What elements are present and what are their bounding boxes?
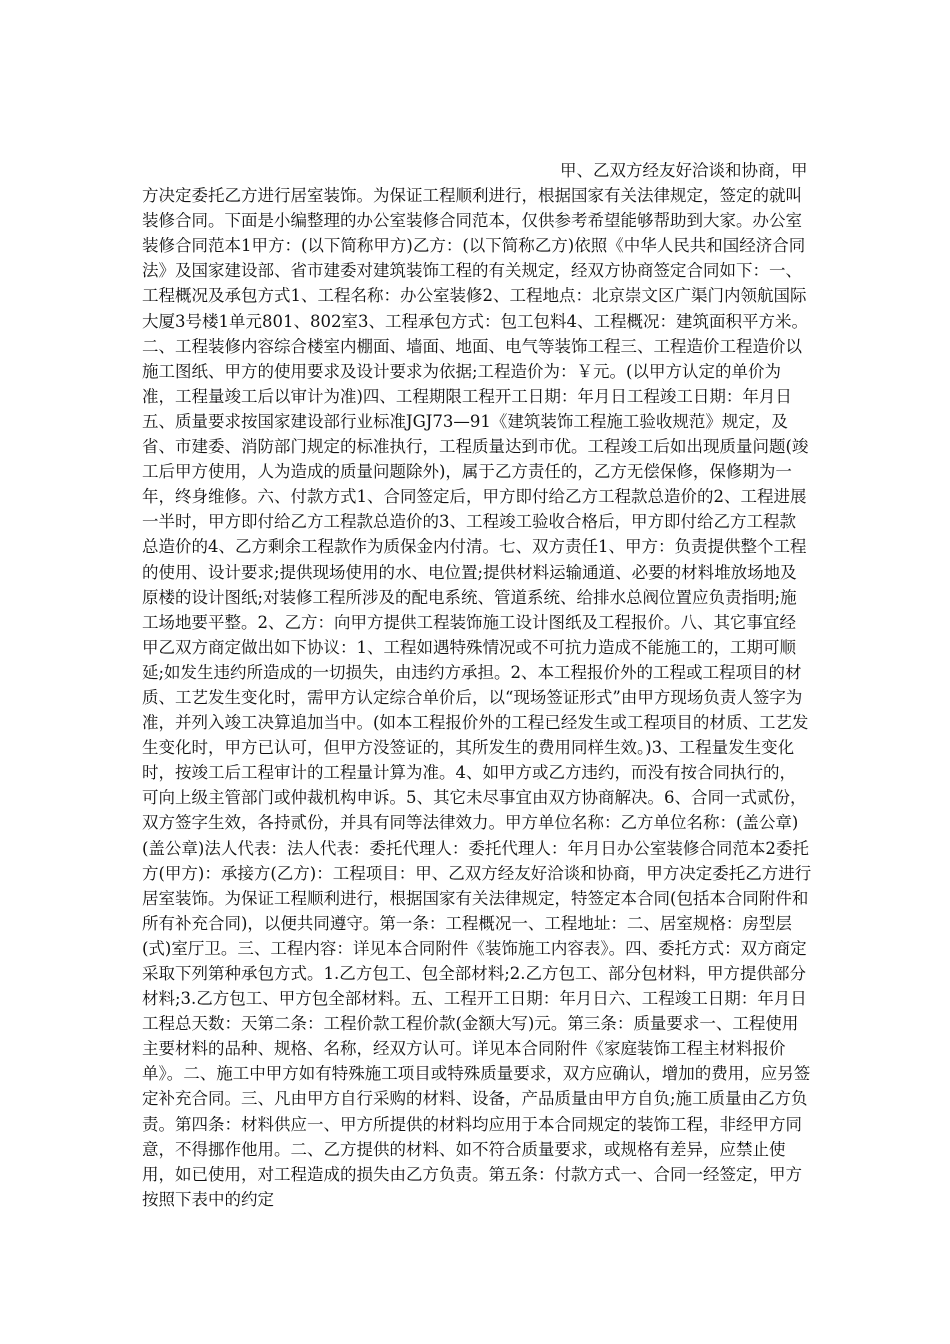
document-body <box>142 158 812 1212</box>
contract-text-paragraph: 甲、乙双方经友好洽谈和协商，甲方决定委托乙方进行居室装饰。为保证工程顺利进行，根据国家有关法律规定，签定的就叫装修合同。下面是小编整理的办公室装修合同范本，仅供参考希望能够帮助到大家。办公室装修合同范本1甲方：(以下简称甲方)乙方：(以下简称乙方)依照《中华人民共和国经济合同法》及国家建设部、省市建委对建筑装饰工程的有关规定，经双方协商签定合同如下：一、工程概况及承包方式1、工程名称：办公室装修2、工程地点：北京崇文区广渠门内领航国际大厦3号楼1单元801、802室3、工程承包方式：包工包料4、工程概况：建筑面积平方米。二、工程装修内容综合楼室内棚面、墙面、地面、电气等装饰工程三、工程造价工程造价以施工图纸、甲方的使用要求及设计要求为依据;工程造价为：￥元。(以甲方认定的单价为准，工程量竣工后以审计为准)四、工程期限工程开工日期：年月日工程竣工日期：年月日五、质量要求按国家建设部行业标准JGJ73—91《建筑装饰工程施工验收规范》规定，及省、市建委、消防部门规定的标准执行，工程质量达到市优。工程竣工后如出现质量问题(竣工后甲方使用，人为造成的质量问题除外)，属于乙方责任的，乙方无偿保修，保修期为一年，终身维修。六、付款方式1、合同签定后，甲方即付给乙方工程款总造价的2、工程进展一半时，甲方即付给乙方工程款总造价的3、工程竣工验收合格后，甲方即付给乙方工程款总造价的4、乙方剩余工程款作为质保金内付清。七、双方责任1、甲方：负责提供整个工程的使用、设计要求;提供现场使用的水、电位置;提供材料运输通道、必要的材料堆放场地及原楼的设计图纸;对装修工程所涉及的配电系统、管道系统、给排水总阀位置应负责指明;施工场地要平整。2、乙方：向甲方提供工程装饰施工设计图纸及工程报价。八、其它事宜经甲乙双方商定做出如下协议：1、工程如遇特殊情况或不可抗力造成不能施工的，工期可顺延;如发生违约所造成的一切损失，由违约方承担。2、本工程报价外的工程或工程项目的材质、工艺发生变化时，需甲方认定综合单价后，以“现场签证形式”由甲方现场负责人签字为准，并列入竣工决算追加当中。(如本工程报价外的工程已经发生或工程项目的材质、工艺发生变化时，甲方已认可，但甲方没签证的，其所发生的费用同样生效。)3、工程量发生变化时，按竣工后工程审计的工程量计算为准。4、如甲方或乙方违约，而没有按合同执行的，可向上级主管部门或仲裁机构申诉。5、其它未尽事宜由双方协商解决。6、合同一式贰份，双方签字生效，各持贰份，并具有同等法律效力。甲方单位名称：乙方单位名称：(盖公章)(盖公章)法人代表：法人代表：委托代理人：委托代理人：年月日办公室装修合同范本2委托方(甲方)：承接方(乙方)：工程项目：甲、乙双方经友好洽谈和协商，甲方决定委托乙方进行居室装饰。为保证工程顺利进行，根据国家有关法律规定，特签定本合同(包括本合同附件和所有补充合同)，以便共同遵守。第一条：工程概况一、工程地址：二、居室规格：房型层(式)室厅卫。三、工程内容：详见本合同附件《装饰施工内容表》。四、委托方式：双方商定采取下列第种承包方式。1.乙方包工、包全部材料;2.乙方包工、部分包材料，甲方提供部分材料;3.乙方包工、甲方包全部材料。五、工程开工日期：年月日六、工程竣工日期：年月日工程总天数：天第二条：工程价款工程价款(金额大写)元。第三条：质量要求一、工程使用主要材料的品种、规格、名称，经双方认可。详见本合同附件《家庭装饰工程主材料报价单》。二、施工中甲方如有特殊施工项目或特殊质量要求，双方应确认，增加的费用，应另签定补充合同。三、凡由甲方自行采购的材料、设备，产品质量由甲方自负;施工质量由乙方负责。第四条：材料供应一、甲方所提供的材料均应用于本合同规定的装饰工程，非经甲方同意，不得挪作他用。二、乙方提供的材料、如不符合质量要求，或规格有差异，应禁止使用，如已使用，对工程造成的损失由乙方负责。第五条：付款方式一、合同一经签定，甲方按照下表中的约定 <box>142 161 812 1209</box>
